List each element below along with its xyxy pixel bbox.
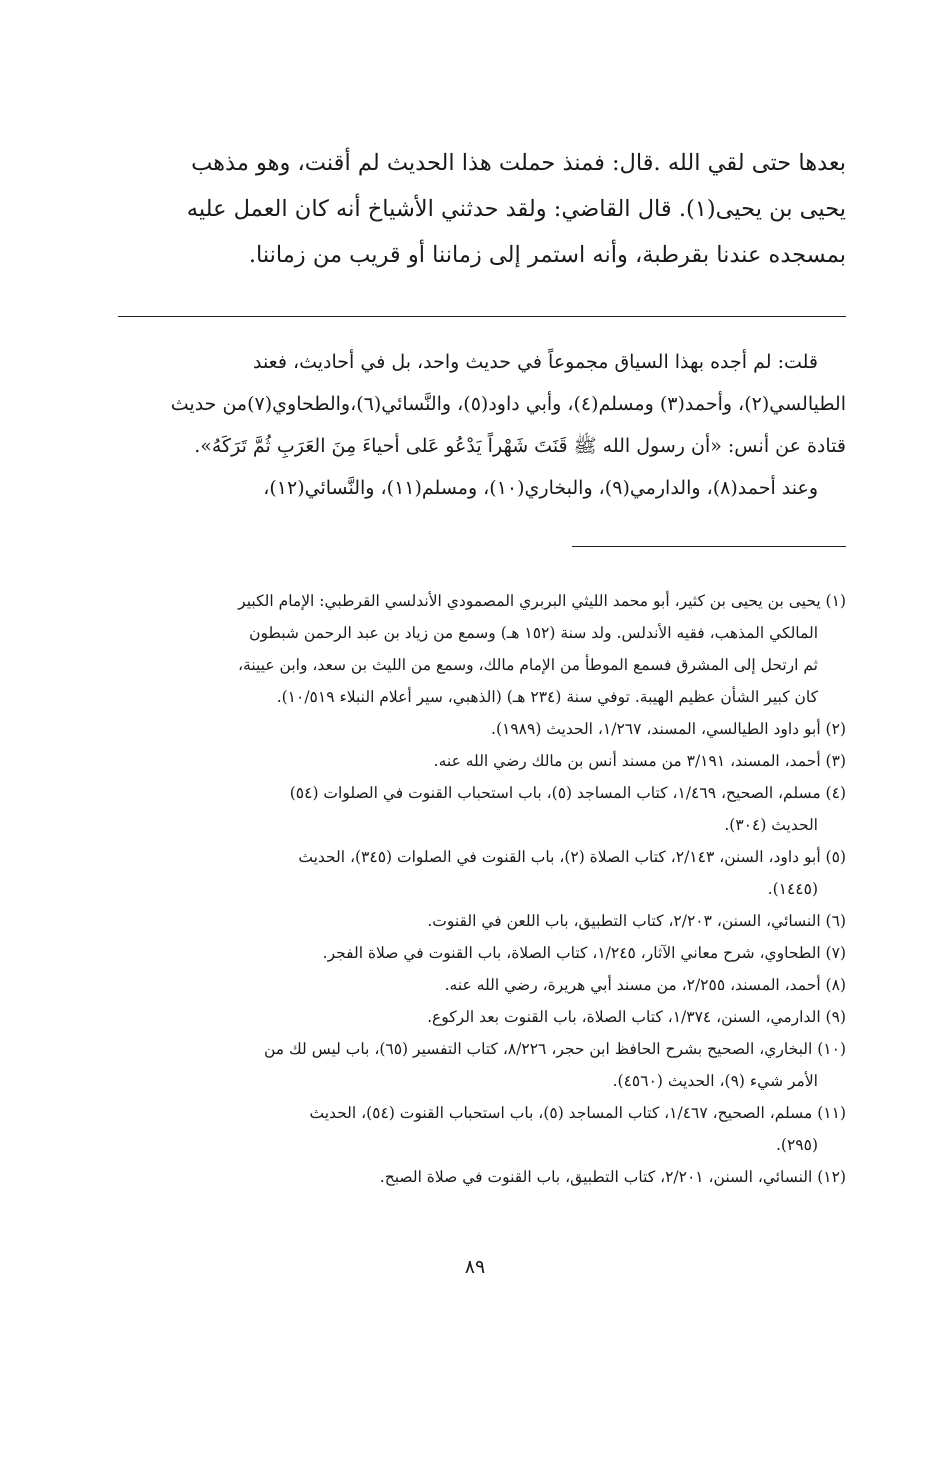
footnote-1 <box>108 585 846 713</box>
main-line: بمسجده عندنا بقرطبة، وأنه استمر إلى زماننا أو قريب من زماننا. <box>248 242 846 268</box>
footnote-10 <box>108 1033 846 1097</box>
footnote-line: الحديث (٣٠٤). <box>724 816 818 834</box>
footnotes <box>108 585 846 1193</box>
footnote-line: ثم ارتحل إلى المشرق فسمع الموطأ من الإمام مالك، وسمع من الليث بن سعد، وابن عيينة، <box>238 656 818 674</box>
footnote-7 <box>108 937 846 969</box>
footnote-line: (١٤٤٥). <box>767 880 818 898</box>
footnote-line: (١) يحيى بن يحيى بن كثير، أبو محمد الليثي البربري المصمودي الأندلسي القرطبي: الإمام الكبير <box>238 592 846 610</box>
main-paragraph <box>118 140 846 278</box>
footnote-line: (٩) الدارمي، السنن، ١/٣٧٤، كتاب الصلاة، باب القنوت بعد الركوع. <box>427 1008 846 1026</box>
footnote-line: (١١) مسلم، الصحيح، ١/٤٦٧، كتاب المساجد (٥)، باب استحباب القنوت (٥٤)، الحديث <box>309 1104 846 1122</box>
commentary-line: قلت: لم أجده بهذا السياق مجموعاً في حديث واحد، بل في أحاديث، فعند <box>252 351 818 373</box>
footnote-line: (٨) أحمد، المسند، ٢/٢٥٥، من مسند أبي هريرة، رضي الله عنه. <box>444 976 846 994</box>
footnote-line: (١٠) البخاري، الصحيح بشرح الحافظ ابن حجر، ٨/٢٢٦، كتاب التفسير (٦٥)، باب ليس لك من <box>263 1040 846 1058</box>
page-number: ٨٩ <box>464 1256 486 1278</box>
footnote-8 <box>108 969 846 1001</box>
footnote-line: (٢٩٥). <box>775 1136 818 1154</box>
footnote-separator <box>572 546 846 547</box>
footnote-line: المالكي المذهب، فقيه الأندلس. ولد سنة (١٥٢ هـ) وسمع من زياد بن عبد الرحمن شبطون <box>249 624 818 642</box>
footnote-line: (٤) مسلم، الصحيح، ١/٤٦٩، كتاب المساجد (٥)، باب استحباب القنوت في الصلوات (٥٤) <box>289 784 846 802</box>
footnote-2 <box>108 713 846 745</box>
footnote-6 <box>108 905 846 937</box>
footnote-12 <box>108 1161 846 1193</box>
footnote-4 <box>108 777 846 841</box>
footnote-line: (٦) النسائي، السنن، ٢/٢٠٣، كتاب التطبيق، باب اللعن في القنوت. <box>427 912 846 930</box>
commentary-line: وعند أحمد(٨)، والدارمي(٩)، والبخاري(١٠)، ومسلم(١١)، والنَّسائي(١٢)، <box>263 477 818 499</box>
footnote-line: الأمر شيء (٩)، الحديث (٤٥٦٠). <box>612 1072 818 1090</box>
commentary-line: قتادة عن أنس: «أن رسول الله ﷺ قَنَتَ شَهْراً يَدْعُو عَلى أحياءَ مِنَ العَرَبِ ثُمَّ تَرَكَهُ». <box>194 435 846 457</box>
main-line: بعدها حتى لقي الله .قال: فمنذ حملت هذا الحديث لم أقنت، وهو مذهب <box>191 150 846 176</box>
footnote-11 <box>108 1097 846 1161</box>
footnote-line: (١٢) النسائي، السنن، ٢/٢٠١، كتاب التطبيق، باب القنوت في صلاة الصبح. <box>379 1168 846 1186</box>
footnote-5 <box>108 841 846 905</box>
main-line: يحيى بن يحيى(١). قال القاضي: ولقد حدثني الأشياخ أنه كان العمل عليه <box>186 196 846 222</box>
footnote-line: (٥) أبو داود، السنن، ٢/١٤٣، كتاب الصلاة (٢)، باب القنوت في الصلوات (٣٤٥)، الحديث <box>298 848 846 866</box>
commentary-paragraph <box>118 341 846 509</box>
footnote-line: (٧) الطحاوي، شرح معاني الآثار، ١/٢٤٥، كتاب الصلاة، باب القنوت في صلاة الفجر. <box>322 944 846 962</box>
footnote-9 <box>108 1001 846 1033</box>
footnote-3 <box>108 745 846 777</box>
commentary-line: الطيالسي(٢)، وأحمد(٣) ومسلم(٤)، وأبي داود(٥)، والنَّسائي(٦)،والطحاوي(٧)من حديث <box>170 393 846 415</box>
section-divider <box>118 316 846 317</box>
footnote-line: (٣) أحمد، المسند، ٣/١٩١ من مسند أنس بن مالك رضي الله عنه. <box>433 752 846 770</box>
footnote-line: (٢) أبو داود الطيالسي، المسند، ١/٢٦٧، الحديث (١٩٨٩). <box>491 720 846 738</box>
footnote-line: كان كبير الشأن عظيم الهيبة. توفي سنة (٢٣٤ هـ) (الذهبي، سير أعلام النبلاء ١٠/٥١٩). <box>276 688 818 706</box>
